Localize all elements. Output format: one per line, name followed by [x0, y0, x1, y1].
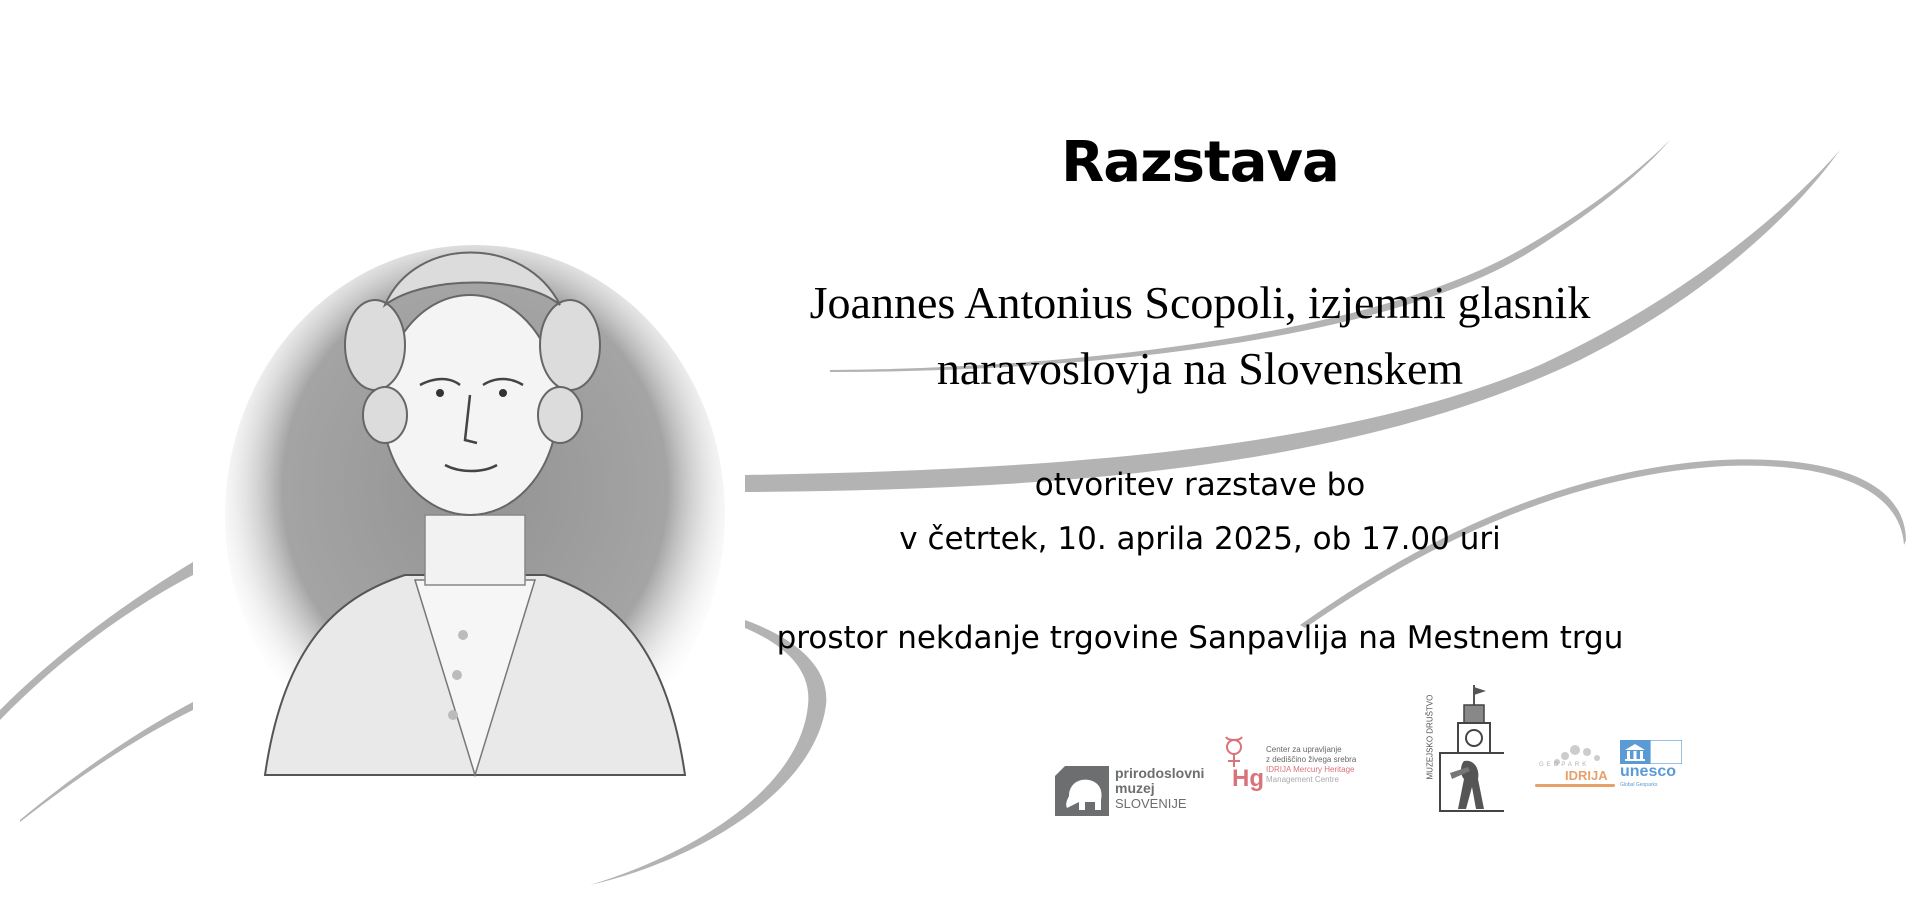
logo-pms-line: SLOVENIJE	[1115, 796, 1187, 811]
venue: prostor nekdanje trgovine Sanpavlija na Mestnem trgu	[776, 620, 1624, 656]
logo-muzejsko-drustvo	[1418, 683, 1503, 815]
logo-pms-line: muzej	[1115, 780, 1155, 796]
swoosh-left-thin	[20, 702, 193, 822]
opening-date: v četrtek, 10. aprila 2025, ob 17.00 uri	[899, 521, 1501, 557]
temple-icon	[1620, 740, 1682, 764]
swoosh-left	[0, 562, 193, 720]
scopoli-portrait	[225, 215, 725, 785]
tower-miner-icon	[1434, 683, 1504, 813]
mammoth-icon	[1055, 766, 1109, 818]
logo-cudhg-line: IDRIJA Mercury Heritage	[1266, 765, 1355, 774]
logo-cudhg-line: z dediščino živega srebra	[1266, 755, 1357, 764]
logo-cudhg-line: Management Centre	[1266, 775, 1339, 784]
logo-unesco	[1618, 740, 1686, 790]
logo-geopark-top: GEOPARK	[1539, 762, 1590, 768]
exhibition-title	[740, 270, 1660, 402]
opening-info	[740, 458, 1660, 566]
logo-unesco-label: unesco	[1620, 763, 1677, 780]
logo-geopark-label: IDRIJA	[1565, 768, 1608, 783]
exhibition-title-line: naravoslovja na Slovenskem	[936, 343, 1464, 394]
logo-prirodoslovni-muzej	[1055, 762, 1215, 822]
logo-cudhg	[1222, 733, 1372, 803]
logo-geopark-idrija	[1535, 742, 1617, 788]
logo-unesco-small: Global Geoparks	[1620, 782, 1658, 788]
geopark-wave	[1535, 784, 1615, 787]
logo-md-vertical-text: MUZEJSKO DRUŠTVO	[1425, 694, 1435, 780]
logo-cudhg-line: Center za upravljanje	[1266, 745, 1342, 754]
page-title: Razstava	[1061, 130, 1339, 195]
logo-hg-symbol: Hg	[1232, 765, 1264, 792]
exhibition-title-line: Joannes Antonius Scopoli, izjemni glasnik	[809, 277, 1591, 328]
logo-pms-line: prirodoslovni	[1115, 765, 1205, 781]
opening-info-line: otvoritev razstave bo	[1034, 467, 1366, 503]
